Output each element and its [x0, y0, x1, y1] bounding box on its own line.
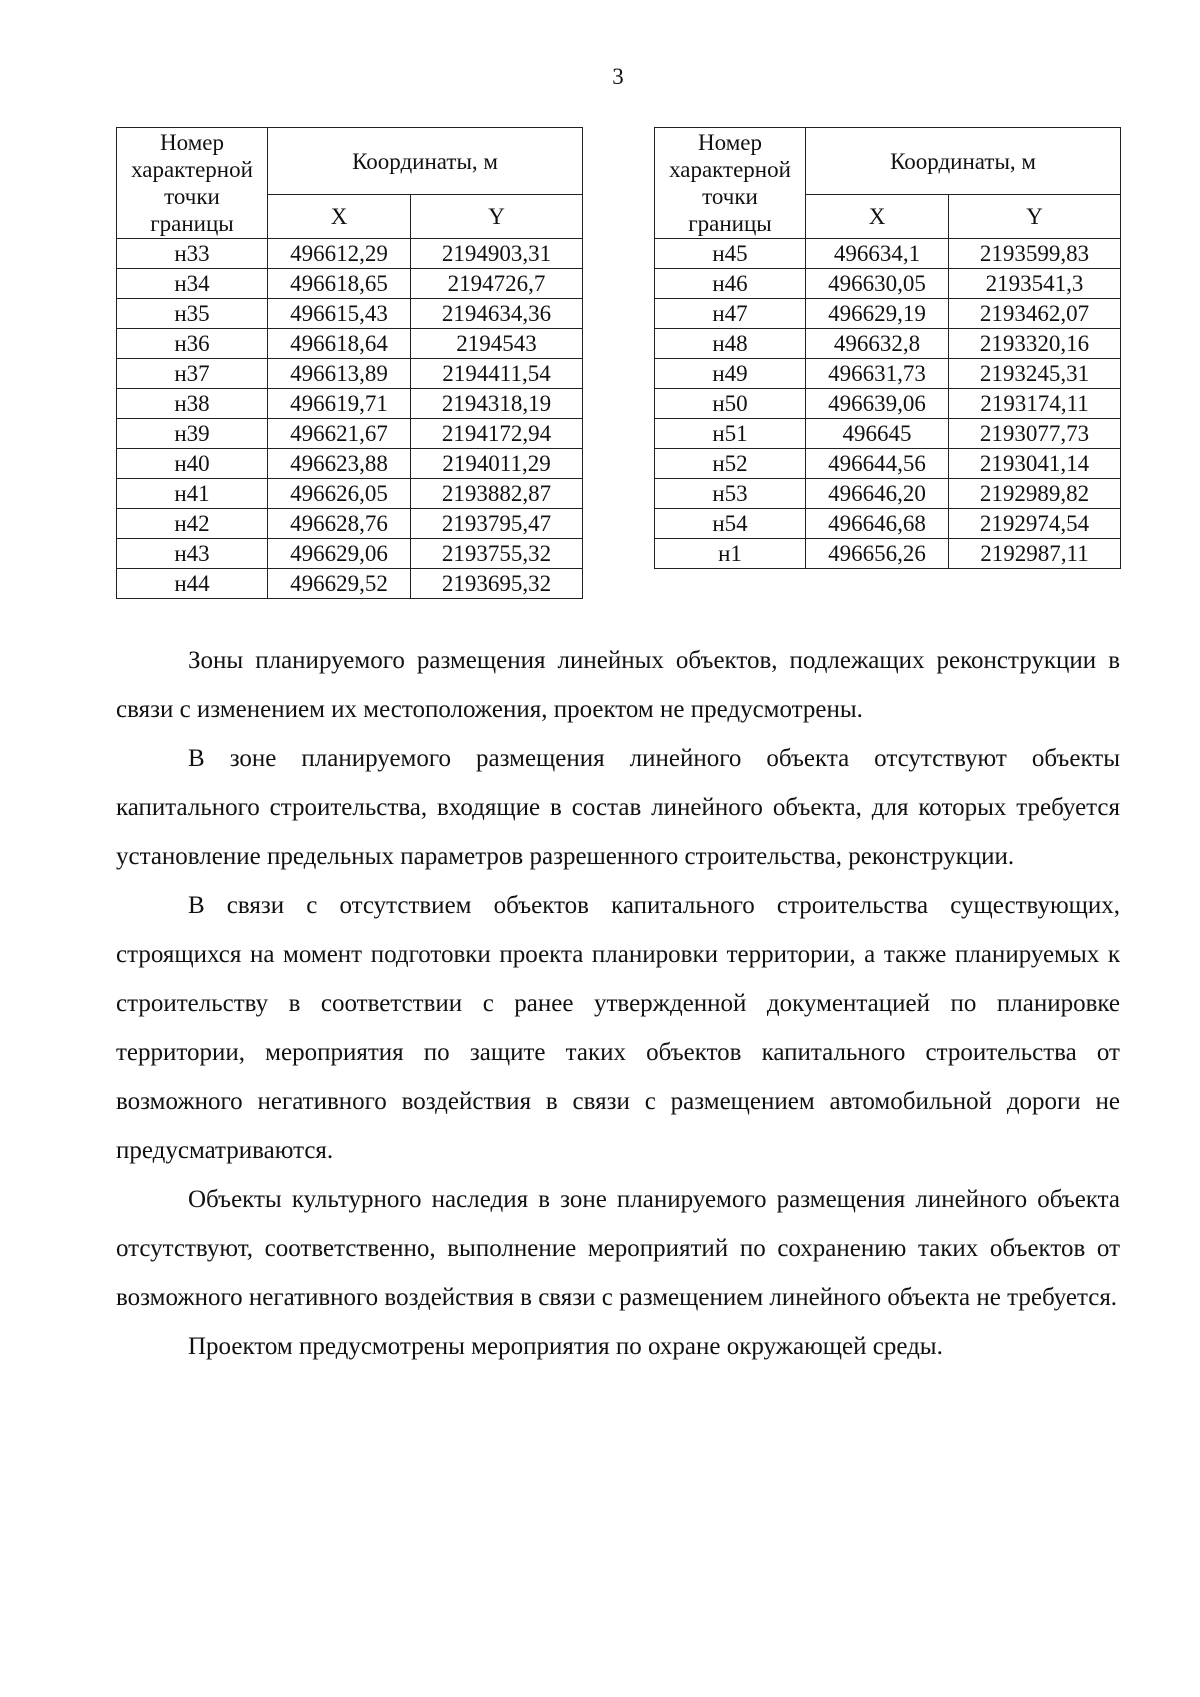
cell-point: н47 — [655, 299, 806, 329]
cell-y: 2193755,32 — [411, 539, 583, 569]
cell-x: 496621,67 — [268, 419, 411, 449]
table-row — [655, 299, 1121, 329]
paragraph: Проектом предусмотрены мероприятия по охране окружающей среды. — [188, 1333, 943, 1360]
table-row — [117, 419, 583, 449]
cell-y: 2192987,11 — [949, 539, 1121, 569]
table-row — [117, 569, 583, 599]
cell-x: 496645 — [806, 419, 949, 449]
table-body — [655, 239, 1121, 569]
table-row — [117, 389, 583, 419]
cell-point: н37 — [117, 359, 268, 389]
table-row — [117, 539, 583, 569]
table-row — [117, 449, 583, 479]
cell-point: н36 — [117, 329, 268, 359]
cell-point: н33 — [117, 239, 268, 269]
cell-x: 496632,8 — [806, 329, 949, 359]
cell-x: 496623,88 — [268, 449, 411, 479]
header-y: Y — [411, 195, 583, 239]
cell-x: 496619,71 — [268, 389, 411, 419]
coordinates-table-right — [654, 127, 1121, 569]
table-row — [655, 329, 1121, 359]
cell-y: 2194318,19 — [411, 389, 583, 419]
paragraph: В зоне планируемого размещения линейного объекта отсутствуют объекты капитального строительства, входящие в состав линейного объекта, для которых требуется установление предельных параметров разрешенного строительства, реконструкции. — [116, 745, 1120, 870]
coordinates-table-left — [116, 127, 583, 599]
table-row — [655, 359, 1121, 389]
cell-x: 496646,68 — [806, 509, 949, 539]
cell-x: 496631,73 — [806, 359, 949, 389]
cell-point: н50 — [655, 389, 806, 419]
cell-point: н52 — [655, 449, 806, 479]
cell-y: 2192989,82 — [949, 479, 1121, 509]
cell-y: 2194411,54 — [411, 359, 583, 389]
cell-y: 2193462,07 — [949, 299, 1121, 329]
cell-point: н35 — [117, 299, 268, 329]
cell-y: 2192974,54 — [949, 509, 1121, 539]
table-row — [655, 389, 1121, 419]
cell-point: н42 — [117, 509, 268, 539]
cell-y: 2193795,47 — [411, 509, 583, 539]
cell-point: н53 — [655, 479, 806, 509]
cell-point: н51 — [655, 419, 806, 449]
header-x: X — [268, 195, 411, 239]
cell-x: 496639,06 — [806, 389, 949, 419]
cell-y: 2193077,73 — [949, 419, 1121, 449]
cell-y: 2193245,31 — [949, 359, 1121, 389]
cell-x: 496612,29 — [268, 239, 411, 269]
page-number: 3 — [612, 64, 624, 89]
cell-y: 2194543 — [411, 329, 583, 359]
cell-x: 496644,56 — [806, 449, 949, 479]
cell-x: 496629,06 — [268, 539, 411, 569]
cell-y: 2193541,3 — [949, 269, 1121, 299]
table-row — [655, 509, 1121, 539]
cell-y: 2193041,14 — [949, 449, 1121, 479]
cell-point: н39 — [117, 419, 268, 449]
header-y: Y — [949, 195, 1121, 239]
table-row — [655, 239, 1121, 269]
table-row — [655, 539, 1121, 569]
cell-y: 2193174,11 — [949, 389, 1121, 419]
cell-y: 2194726,7 — [411, 269, 583, 299]
paragraph: Зоны планируемого размещения линейных объектов, подлежащих реконструкции в связи с изменением их местоположения, проектом не предусмотрены. — [116, 647, 1120, 723]
paragraph: Объекты культурного наследия в зоне планируемого размещения линейного объекта отсутствуют, соответственно, выполнение мероприятий по сохранению таких объектов от возможного негативного воздействия в связи с размещением линейного объекта не требуется. — [116, 1186, 1120, 1311]
table-row — [117, 269, 583, 299]
cell-x: 496634,1 — [806, 239, 949, 269]
cell-x: 496656,26 — [806, 539, 949, 569]
cell-y: 2194172,94 — [411, 419, 583, 449]
table-row — [655, 449, 1121, 479]
cell-y: 2193882,87 — [411, 479, 583, 509]
cell-x: 496630,05 — [806, 269, 949, 299]
cell-y: 2194903,31 — [411, 239, 583, 269]
body-text — [116, 636, 1120, 1371]
cell-point: н34 — [117, 269, 268, 299]
cell-point: н38 — [117, 389, 268, 419]
cell-x: 496629,52 — [268, 569, 411, 599]
table-row — [117, 329, 583, 359]
cell-point: н54 — [655, 509, 806, 539]
cell-y: 2194011,29 — [411, 449, 583, 479]
cell-point: н48 — [655, 329, 806, 359]
cell-x: 496613,89 — [268, 359, 411, 389]
cell-x: 496628,76 — [268, 509, 411, 539]
cell-x: 496626,05 — [268, 479, 411, 509]
cell-point: н44 — [117, 569, 268, 599]
paragraph: В связи с отсутствием объектов капитального строительства существующих, строящихся на момент подготовки проекта планировки территории, а также планируемых к строительству в соответствии с ранее утвержденной документацией по планировке территории, мероприятия по защите таких объектов капитального строительства от возможного негативного воздействия в связи с размещением автомобильной дороги не предусматриваются. — [116, 892, 1120, 1164]
header-coordinates: Координаты, м — [268, 128, 583, 195]
cell-x: 496615,43 — [268, 299, 411, 329]
header-point-number: Номер характерной точки границы — [655, 128, 806, 239]
header-point-number: Номер характерной точки границы — [117, 128, 268, 239]
cell-point: н46 — [655, 269, 806, 299]
cell-point: н43 — [117, 539, 268, 569]
cell-x: 496629,19 — [806, 299, 949, 329]
cell-y: 2193695,32 — [411, 569, 583, 599]
table-row — [655, 269, 1121, 299]
cell-y: 2193599,83 — [949, 239, 1121, 269]
table-body — [117, 239, 583, 599]
cell-point: н49 — [655, 359, 806, 389]
cell-point: н1 — [655, 539, 806, 569]
cell-point: н41 — [117, 479, 268, 509]
table-row — [117, 509, 583, 539]
cell-point: н40 — [117, 449, 268, 479]
header-coordinates: Координаты, м — [806, 128, 1121, 195]
cell-x: 496646,20 — [806, 479, 949, 509]
cell-x: 496618,65 — [268, 269, 411, 299]
cell-point: н45 — [655, 239, 806, 269]
cell-y: 2193320,16 — [949, 329, 1121, 359]
header-x: X — [806, 195, 949, 239]
table-row — [117, 239, 583, 269]
table-row — [117, 479, 583, 509]
table-row — [655, 419, 1121, 449]
table-row — [117, 299, 583, 329]
table-row — [655, 479, 1121, 509]
cell-y: 2194634,36 — [411, 299, 583, 329]
table-row — [117, 359, 583, 389]
cell-x: 496618,64 — [268, 329, 411, 359]
